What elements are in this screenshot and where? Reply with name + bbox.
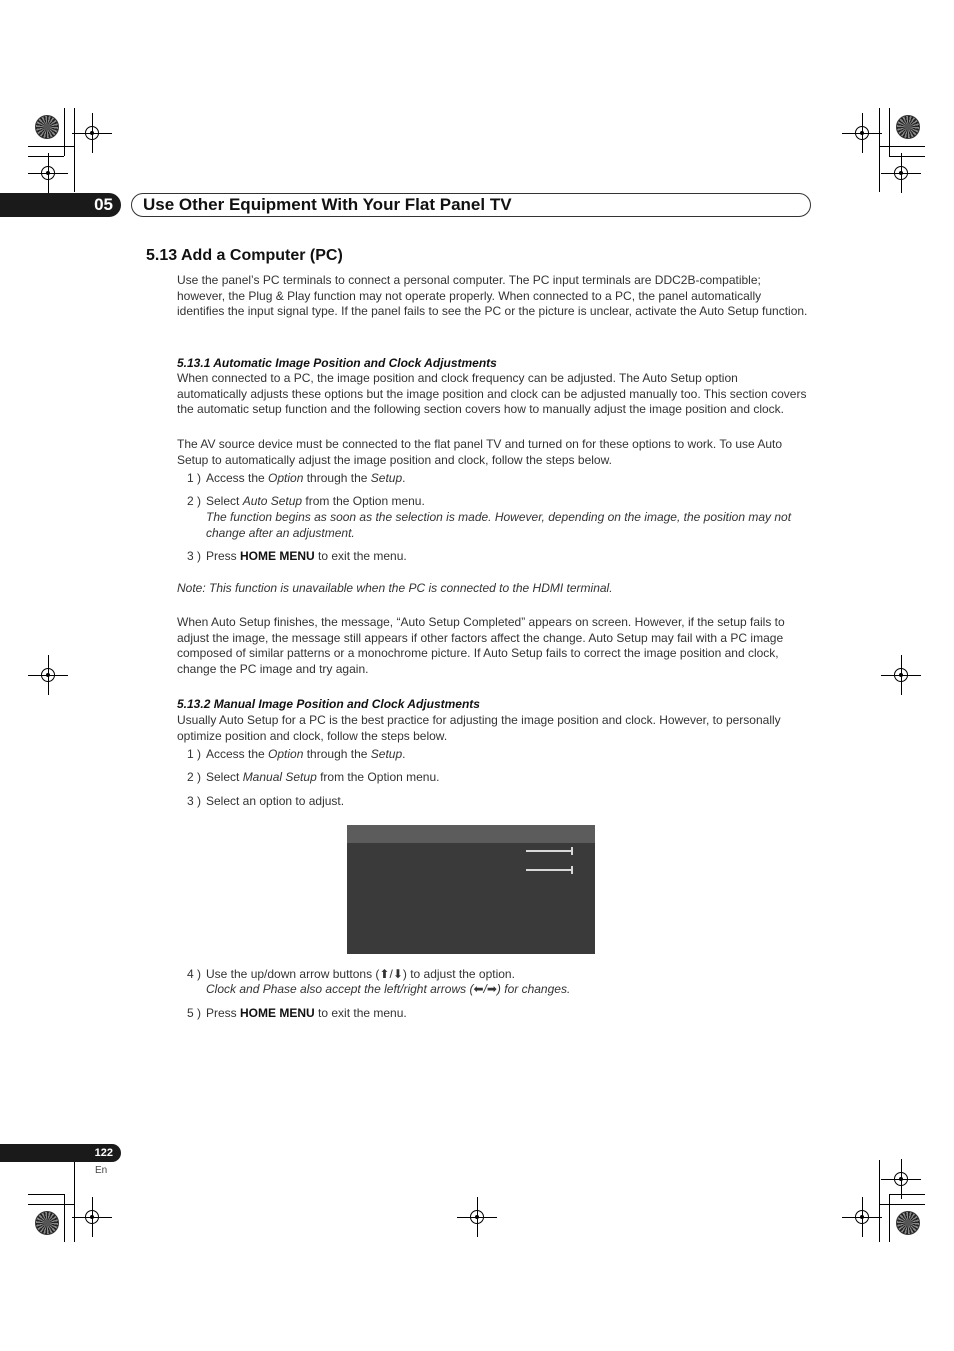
manual-step-1: [187, 747, 811, 763]
step-emphasis: Auto Setup: [242, 494, 303, 508]
step-number: 3 ): [187, 549, 202, 563]
auto-step-2-note: The function begins as soon as the selection is made. However, depending on the image, the position may not change after an adjustment.: [206, 510, 792, 540]
step-strong: HOME MENU: [240, 549, 315, 563]
step-number: 3 ): [187, 794, 202, 808]
step-strong: HOME MENU: [240, 1006, 315, 1020]
registration-mark-icon: [842, 1197, 882, 1237]
step-emphasis: Setup: [370, 747, 403, 761]
step-text: from the Option menu.: [316, 770, 440, 784]
step-text: Select an option to adjust.: [206, 794, 345, 808]
page-number: 122: [0, 1144, 121, 1162]
step-text: Press: [206, 549, 241, 563]
step-number: 5 ): [187, 1006, 202, 1020]
auto-paragraph-2: The AV source device must be connected to the flat panel TV and turned on for these options to work. To use Auto Setup to automatically adjust the image position and clock, follow the steps below.: [177, 437, 783, 467]
registration-mark-icon: [881, 655, 921, 695]
registration-mark-icon: [881, 1159, 921, 1199]
auto-step-3: [187, 549, 811, 565]
auto-paragraph-3: When Auto Setup finishes, the message, “Auto Setup Completed” appears on screen. However, if the setup fails to adjust the image, the message still appears if other factors affect the change. Auto Setup may fail with a PC image composed of similar patterns or a monochrome picture. If Auto Setup fails to correct the image position and clock, change the PC image and try again.: [177, 615, 785, 676]
registration-mark-icon: [842, 113, 882, 153]
registration-mark-icon: [72, 1197, 112, 1237]
registration-mark-icon: [72, 113, 112, 153]
registration-disc-icon: [896, 115, 920, 139]
step-text: Access the: [206, 471, 269, 485]
crop-mark: [28, 146, 74, 147]
manual-step-4: [187, 967, 811, 983]
page-language: En: [95, 1165, 108, 1176]
crop-mark: [889, 1194, 890, 1242]
crop-mark: [28, 1194, 64, 1195]
subsection-heading-manual: 5.13.2 Manual Image Position and Clock Adjustments: [177, 697, 480, 711]
step-text: Use the up/down arrow buttons (⬆/⬇) to adjust the option.: [206, 967, 515, 981]
adjust-slider: [526, 850, 573, 852]
step-number: 1 ): [187, 471, 202, 485]
registration-mark-icon: [881, 153, 921, 193]
step-number: 2 ): [187, 770, 202, 784]
registration-mark-icon: [28, 655, 68, 695]
section-intro: Use the panel’s PC terminals to connect a personal computer. The PC input terminals are DDC2B-compatible; however, the Plug & Play function may not operate properly. When connected to a PC, the panel automatically identifies the input signal type. If the panel fails to see the PC or the picture is unclear, activate the Auto Setup function.: [177, 273, 808, 319]
manual-step-2: [187, 770, 811, 786]
step-text: Select: [206, 770, 243, 784]
manual-step-5: [187, 1006, 811, 1022]
crop-mark: [879, 146, 925, 147]
crop-mark: [889, 108, 890, 156]
step-emphasis: Option: [268, 471, 304, 485]
step-text: .: [402, 471, 406, 485]
step-emphasis: Setup: [370, 471, 403, 485]
step-text: Access the: [206, 747, 269, 761]
registration-disc-icon: [896, 1211, 920, 1235]
adjust-slider: [526, 869, 573, 871]
slider-end-mark: [571, 866, 573, 874]
subsection-heading-auto: 5.13.1 Automatic Image Position and Clock Adjustments: [177, 356, 497, 370]
auto-step-1: [187, 471, 811, 487]
step-text: through the: [303, 747, 371, 761]
step-number: 4 ): [187, 967, 202, 981]
manual-step-3: [187, 794, 811, 810]
manual-setup-screen-illustration: [347, 825, 595, 954]
step-text: to exit the menu.: [314, 1006, 407, 1020]
step-text: to exit the menu.: [314, 549, 407, 563]
crop-mark: [64, 1194, 65, 1242]
step-number: 2 ): [187, 494, 202, 508]
registration-mark-icon: [457, 1197, 497, 1237]
step-emphasis: Option: [268, 747, 304, 761]
step-text: Select: [206, 494, 243, 508]
step-text: from the Option menu.: [302, 494, 425, 508]
section-title: 5.13 Add a Computer (PC): [146, 247, 343, 264]
crop-mark: [28, 1204, 74, 1205]
manual-step-4-note: Clock and Phase also accept the left/right arrows (⬅/➡) for changes.: [206, 982, 571, 996]
screen-title-bar: [347, 825, 595, 843]
auto-note: Note: This function is unavailable when the PC is connected to the HDMI terminal.: [177, 581, 613, 595]
crop-mark: [879, 1204, 925, 1205]
step-emphasis: Manual Setup: [242, 770, 317, 784]
crop-mark: [64, 108, 65, 156]
step-number: 1 ): [187, 747, 202, 761]
manual-paragraph-1: Usually Auto Setup for a PC is the best practice for adjusting the image position and clock. However, to personally optimize position and clock, follow the steps below.: [177, 713, 781, 743]
registration-disc-icon: [35, 115, 59, 139]
chapter-number: 05: [0, 193, 121, 217]
slider-end-mark: [571, 847, 573, 855]
step-text: through the: [303, 471, 371, 485]
registration-mark-icon: [28, 153, 68, 193]
step-text: .: [402, 747, 406, 761]
registration-disc-icon: [35, 1211, 59, 1235]
auto-step-2: [187, 494, 811, 510]
chapter-title: Use Other Equipment With Your Flat Panel TV: [143, 195, 512, 214]
auto-paragraph-1: When connected to a PC, the image position and clock frequency can be adjusted. The Auto Setup option automatically adjusts these options but the image position and clock can be adjusted manually too. This section covers the automatic setup function and the following section covers how to manually adjust the image position and clock.: [177, 371, 807, 417]
step-text: Press: [206, 1006, 241, 1020]
